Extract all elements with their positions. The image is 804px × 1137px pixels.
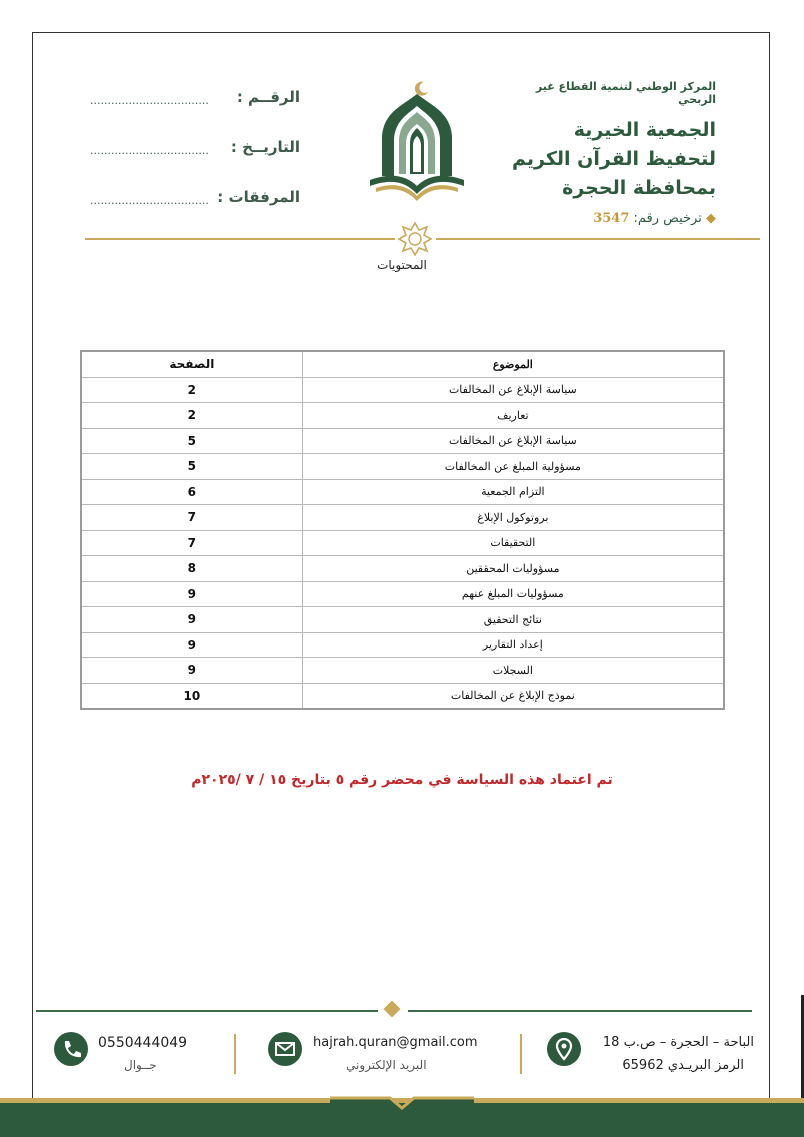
toc-page-number: 2	[81, 403, 302, 429]
license	[496, 211, 716, 226]
toc-row	[81, 479, 724, 505]
col-page: الصفحة	[81, 351, 302, 377]
toc-page-number: 9	[81, 607, 302, 633]
toc-row	[81, 505, 724, 531]
address: الباحة – الحجرة – ص.ب 18	[602, 1035, 754, 1050]
number-dots: ..................................	[90, 94, 209, 107]
toc-row	[81, 454, 724, 480]
toc-row	[81, 377, 724, 403]
organization-block	[496, 80, 716, 226]
toc-row	[81, 530, 724, 556]
toc-page-number: 6	[81, 479, 302, 505]
toc-subject: نتائج التحقيق	[302, 607, 724, 633]
toc-page-number: 2	[81, 377, 302, 403]
footer-divider-right	[408, 1010, 752, 1012]
header-fields	[90, 88, 300, 238]
toc-page-number: 9	[81, 632, 302, 658]
toc-row	[81, 403, 724, 429]
toc-page-number: 9	[81, 581, 302, 607]
toc-page-number: 10	[81, 683, 302, 709]
star-emblem-icon	[398, 222, 432, 256]
toc-subject: مسؤوليات المحققين	[302, 556, 724, 582]
email-icon	[268, 1032, 302, 1066]
org-name-line3: بمحافظة الحجرة	[562, 177, 716, 199]
date-field	[90, 138, 300, 188]
toc-page-number: 5	[81, 454, 302, 480]
toc-row	[81, 581, 724, 607]
footer-notch	[330, 1096, 474, 1118]
postal-code: الرمز البريـدي 65962	[622, 1058, 744, 1073]
col-subject: الموضوع	[302, 351, 724, 377]
location-pin-icon	[547, 1032, 581, 1066]
toc-page-number: 7	[81, 505, 302, 531]
toc-subject: مسؤولية المبلغ عن المخالفات	[302, 454, 724, 480]
toc-subject: إعداد التقارير	[302, 632, 724, 658]
toc-row	[81, 428, 724, 454]
toc-subject: نموذج الإبلاغ عن المخالفات	[302, 683, 724, 709]
org-name-line2: لتحفيظ القرآن الكريم	[511, 148, 716, 170]
toc-row	[81, 607, 724, 633]
number-field	[90, 88, 300, 138]
email-address: hajrah.quran@gmail.com	[313, 1035, 478, 1050]
org-name-line1: الجمعية الخيرية	[573, 119, 716, 141]
phone-label: جــوال	[124, 1058, 157, 1072]
toc-row	[81, 556, 724, 582]
toc-table	[80, 350, 725, 710]
toc-subject: بروتوكول الإبلاغ	[302, 505, 724, 531]
date-label: التاريــخ :	[230, 138, 300, 156]
header-divider-right	[436, 238, 760, 240]
toc-row	[81, 658, 724, 684]
phone-icon	[54, 1032, 88, 1066]
attachments-label: المرفقات :	[217, 188, 300, 206]
toc-page-number: 9	[81, 658, 302, 684]
toc-subject: التحقيقات	[302, 530, 724, 556]
footer-divider-left	[36, 1010, 378, 1012]
footer-separator	[520, 1034, 522, 1074]
mosque-book-logo-icon	[362, 76, 472, 206]
toc-header-row	[81, 351, 724, 377]
diamond-icon: ◆	[706, 211, 716, 226]
license-label: ترخيص رقم:	[633, 211, 702, 226]
toc-page-number: 5	[81, 428, 302, 454]
number-label: الرقــم :	[236, 88, 300, 106]
date-dots: ..................................	[90, 144, 209, 157]
toc-page-number: 8	[81, 556, 302, 582]
attachments-dots: ..................................	[90, 194, 209, 207]
toc-title: المحتويات	[377, 258, 427, 272]
license-number: 3547	[593, 211, 630, 226]
toc-row	[81, 632, 724, 658]
parent-org: المركز الوطني لتنمية القطاع غير الربحي	[535, 80, 716, 106]
email-label: البريد الإلكتروني	[346, 1058, 427, 1072]
toc-page-number: 7	[81, 530, 302, 556]
phone-number: 0550444049	[98, 1035, 188, 1051]
attachments-field	[90, 188, 300, 238]
approval-note: تم اعتماد هذه السياسة في محضر رقم ٥ بتاريخ ١٥ / ٧ /٢٠٢٥م	[191, 772, 613, 788]
toc-row	[81, 683, 724, 709]
toc-subject: سياسة الإبلاغ عن المخالفات	[302, 377, 724, 403]
toc-subject: سياسة الإبلاغ عن المخالفات	[302, 428, 724, 454]
toc-subject: السجلات	[302, 658, 724, 684]
toc-subject: تعاريف	[302, 403, 724, 429]
toc-subject: مسؤوليات المبلغ عنهم	[302, 581, 724, 607]
header-divider-left	[85, 238, 395, 240]
toc-subject: التزام الجمعية	[302, 479, 724, 505]
footer-separator	[234, 1034, 236, 1074]
